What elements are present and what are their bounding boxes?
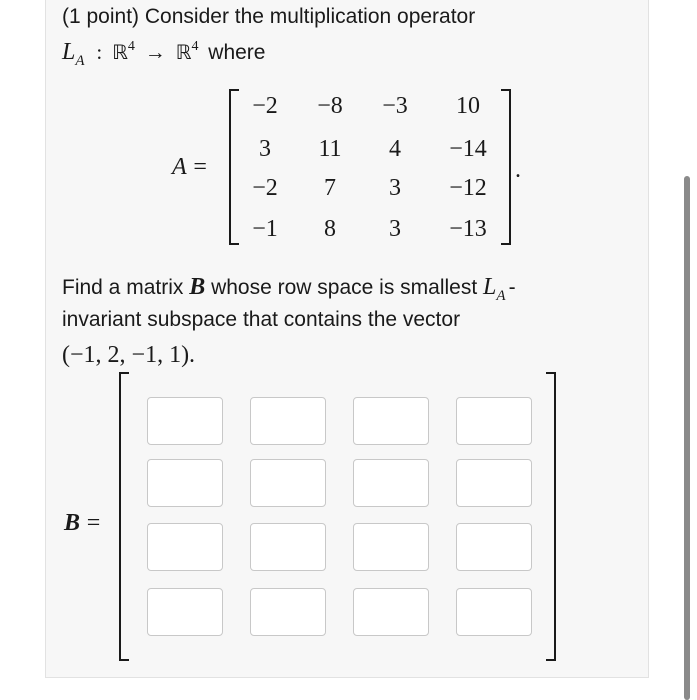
domain-set: ℝ <box>112 40 128 64</box>
matrix-b-entry-input[interactable] <box>456 459 532 507</box>
question-operator-symbol: L <box>483 274 497 300</box>
matrix-a-cell: −14 <box>449 136 487 162</box>
matrix-a-cell: −13 <box>449 216 487 242</box>
matrix-a-cell: −2 <box>252 93 278 119</box>
matrix-a-cell: 3 <box>389 175 401 201</box>
operator-subscript: A <box>75 53 85 69</box>
matrix-a-cell: −2 <box>252 175 278 201</box>
problem-intro-line <box>62 6 475 27</box>
matrix-a-cell: −3 <box>382 93 408 119</box>
matrix-a-cell: 8 <box>324 216 336 242</box>
matrix-a-equals: = <box>193 154 207 180</box>
matrix-b-entry-input[interactable] <box>250 523 326 571</box>
arrow: → <box>144 40 166 64</box>
matrix-b-entry-input[interactable] <box>250 459 326 507</box>
matrix-a-cell: −1 <box>252 216 278 242</box>
matrix-a-cell: 7 <box>324 175 336 201</box>
question-b-label: B <box>189 274 206 300</box>
matrix-a-cell: 4 <box>389 136 401 162</box>
matrix-b-entry-input[interactable] <box>147 459 223 507</box>
where-text: where <box>208 41 266 64</box>
domain-exponent: 4 <box>127 39 135 54</box>
matrix-b-entry-input[interactable] <box>456 397 532 445</box>
matrix-a-period: . <box>515 157 521 183</box>
operator-symbol: L <box>62 39 76 65</box>
operator-definition <box>62 39 266 69</box>
vertical-scrollbar[interactable] <box>684 176 690 700</box>
matrix-b-label: B <box>64 510 81 536</box>
matrix-a-cell: −12 <box>449 175 487 201</box>
matrix-a-cell: 3 <box>259 136 271 162</box>
matrix-b-entry-input[interactable] <box>147 397 223 445</box>
matrix-b-right-bracket <box>546 372 556 661</box>
matrix-a-cell: 10 <box>456 93 480 119</box>
points-label: (1 point) <box>62 5 140 28</box>
matrix-b-entry-input[interactable] <box>456 588 532 636</box>
matrix-b-entry-input[interactable] <box>353 588 429 636</box>
matrix-b-entry-input[interactable] <box>147 588 223 636</box>
matrix-a-cell: 3 <box>389 216 401 242</box>
question-operator-subscript: A <box>496 288 506 304</box>
matrix-b-label-group <box>64 511 100 535</box>
matrix-b-entry-input[interactable] <box>250 588 326 636</box>
matrix-b-entry-input[interactable] <box>147 523 223 571</box>
question-vector: (−1, 2, −1, 1). <box>62 342 196 368</box>
matrix-b-entry-input[interactable] <box>456 523 532 571</box>
question-dash: - <box>508 276 516 299</box>
matrix-b-entry-input[interactable] <box>353 459 429 507</box>
matrix-a-label-group <box>172 155 207 179</box>
matrix-b-entry-input[interactable] <box>353 397 429 445</box>
question-part-2: whose row space is smallest <box>211 276 478 299</box>
codomain-set: ℝ <box>175 40 192 64</box>
matrix-a-cell: −8 <box>317 93 343 119</box>
matrix-b-left-bracket <box>119 372 129 661</box>
question-line-2: invariant subspace that contains the vector <box>62 308 461 331</box>
colon: : <box>96 40 103 64</box>
matrix-b-entry-input[interactable] <box>353 523 429 571</box>
matrix-b-equals: = <box>86 510 101 536</box>
codomain-exponent: 4 <box>191 39 199 54</box>
question-part-1: Find a matrix <box>62 276 184 299</box>
matrix-a-cell: 11 <box>318 136 342 162</box>
matrix-b-entry-input[interactable] <box>250 397 326 445</box>
matrix-a-label: A <box>172 154 187 180</box>
intro-text: Consider the multiplication operator <box>144 5 476 28</box>
question-line-1 <box>62 274 516 304</box>
